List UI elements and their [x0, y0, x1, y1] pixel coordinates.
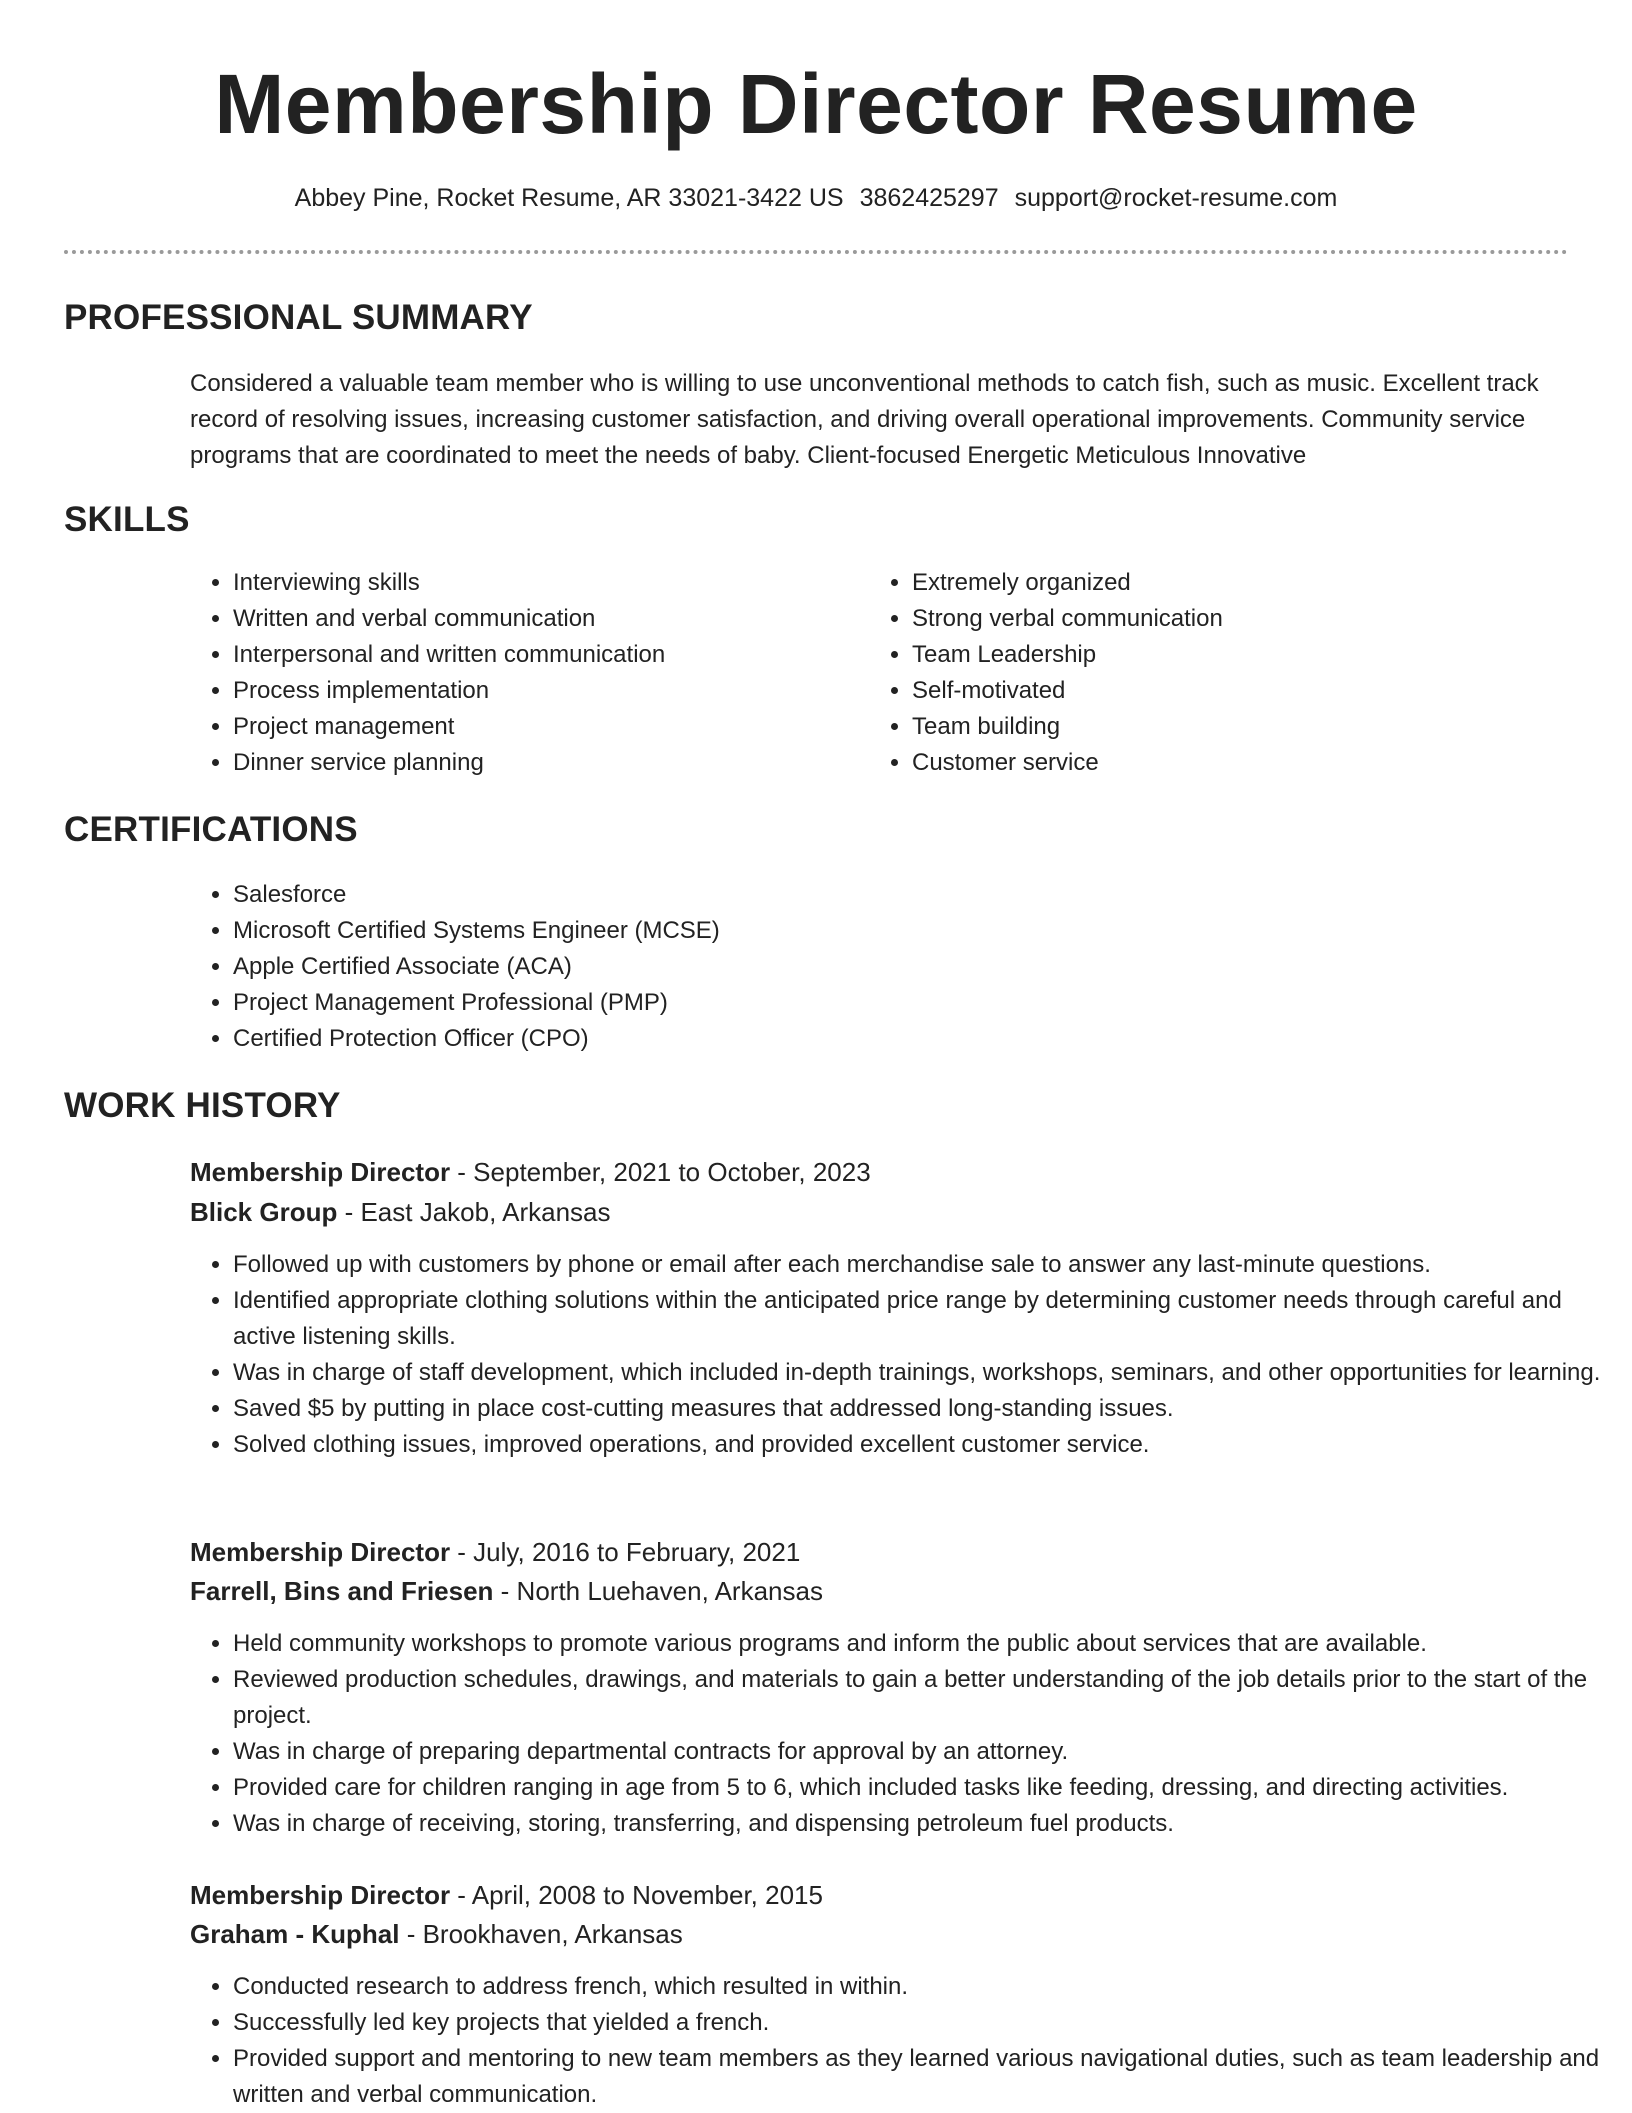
skill-item: • Interviewing skills: [233, 565, 853, 601]
job-bullet: • Identified appropriate clothing solutions within the anticipated price range by determining customer needs through careful and active listening skills.: [233, 1283, 1613, 1355]
skill-item: • Written and verbal communication: [233, 601, 853, 637]
job-company: Graham - Kuphal: [190, 1919, 400, 1949]
skill-item: • Team building: [912, 709, 1532, 745]
job-company: Blick Group: [190, 1197, 338, 1227]
skills-list-right: [869, 565, 1532, 781]
job-bullets: [190, 1969, 1613, 2113]
job-title-line: [190, 1533, 800, 1571]
job-location: - North Luehaven, Arkansas: [493, 1576, 823, 1606]
certifications-list: [190, 877, 1533, 1057]
skill-item: • Extremely organized: [912, 565, 1532, 601]
job-bullet: • Saved $5 by putting in place cost-cutting measures that addressed long-standing issues.: [233, 1391, 1613, 1427]
job-company-line: [190, 1915, 683, 1953]
skill-item: • Process implementation: [233, 673, 853, 709]
job-dates: - July, 2016 to February, 2021: [450, 1537, 801, 1567]
summary-heading: PROFESSIONAL SUMMARY: [64, 298, 533, 337]
contact-phone: 3862425297: [859, 184, 999, 212]
certification-item: • Microsoft Certified Systems Engineer (MCSE): [233, 913, 1533, 949]
job-location: - Brookhaven, Arkansas: [399, 1919, 683, 1949]
job-company-line: [190, 1193, 611, 1231]
job-dates: - April, 2008 to November, 2015: [450, 1880, 823, 1910]
skill-item: • Team Leadership: [912, 637, 1532, 673]
job-dates: - September, 2021 to October, 2023: [450, 1157, 871, 1187]
skill-item: • Project management: [233, 709, 853, 745]
summary-text: Considered a valuable team member who is willing to use unconventional methods to catch fish, such as music. Excellent track record of resolving issues, increasing customer satisfaction, and driving overall operational improvements. Community service programs that are coordinated to meet the needs of baby. Client-focused Energetic Meticulous Innovative: [190, 370, 1539, 469]
job-bullet: • Was in charge of receiving, storing, transferring, and dispensing petroleum fuel products.: [233, 1806, 1613, 1842]
job-bullet: • Held community workshops to promote various programs and inform the public about services that are available.: [233, 1626, 1613, 1662]
job-bullet: • Followed up with customers by phone or email after each merchandise sale to answer any last-minute questions.: [233, 1247, 1613, 1283]
job-title: Membership Director: [190, 1157, 451, 1187]
resume-title: Membership Director Resume: [214, 57, 1418, 151]
job-location: - East Jakob, Arkansas: [337, 1197, 611, 1227]
job-company: Farrell, Bins and Friesen: [190, 1576, 494, 1606]
job-bullet: • Successfully led key projects that yielded a french.: [233, 2005, 1613, 2041]
job-bullet: • Reviewed production schedules, drawings, and materials to gain a better understanding of the job details prior to the start of the project.: [233, 1662, 1613, 1734]
job-bullet: • Solved clothing issues, improved operations, and provided excellent customer service.: [233, 1427, 1613, 1463]
skills-list-left: [190, 565, 853, 781]
job-company-line: [190, 1572, 823, 1610]
skill-item: • Customer service: [912, 745, 1532, 781]
job-bullets: [190, 1247, 1613, 1463]
certifications-heading: CERTIFICATIONS: [64, 810, 358, 849]
job-title: Membership Director: [190, 1880, 451, 1910]
header-divider: [64, 250, 1568, 254]
job-bullet: • Provided care for children ranging in age from 5 to 6, which included tasks like feeding, dressing, and directing activities.: [233, 1770, 1613, 1806]
certification-item: • Project Management Professional (PMP): [233, 985, 1533, 1021]
job-bullet: • Provided support and mentoring to new team members as they learned various navigational duties, such as team leadership and written and verbal communication.: [233, 2041, 1613, 2113]
skill-item: • Self-motivated: [912, 673, 1532, 709]
contact-line: [0, 180, 1632, 216]
certification-item: • Salesforce: [233, 877, 1533, 913]
contact-email: support@rocket-resume.com: [1014, 184, 1338, 212]
job-title-line: [190, 1153, 871, 1191]
job-bullet: • Was in charge of preparing departmental contracts for approval by an attorney.: [233, 1734, 1613, 1770]
skill-item: • Dinner service planning: [233, 745, 853, 781]
job-bullet: • Conducted research to address french, which resulted in within.: [233, 1969, 1613, 2005]
job-bullet: • Was in charge of staff development, which included in-depth trainings, workshops, seminars, and other opportunities for learning.: [233, 1355, 1613, 1391]
certification-item: • Apple Certified Associate (ACA): [233, 949, 1533, 985]
certification-item: • Certified Protection Officer (CPO): [233, 1021, 1533, 1057]
job-title: Membership Director: [190, 1537, 451, 1567]
work-history-heading: WORK HISTORY: [64, 1086, 341, 1125]
skill-item: • Strong verbal communication: [912, 601, 1532, 637]
job-title-line: [190, 1876, 823, 1914]
skills-heading: SKILLS: [64, 500, 190, 539]
skill-item: • Interpersonal and written communication: [233, 637, 853, 673]
job-bullets: [190, 1626, 1613, 1842]
contact-address: Abbey Pine, Rocket Resume, AR 33021-3422 US: [294, 184, 844, 212]
